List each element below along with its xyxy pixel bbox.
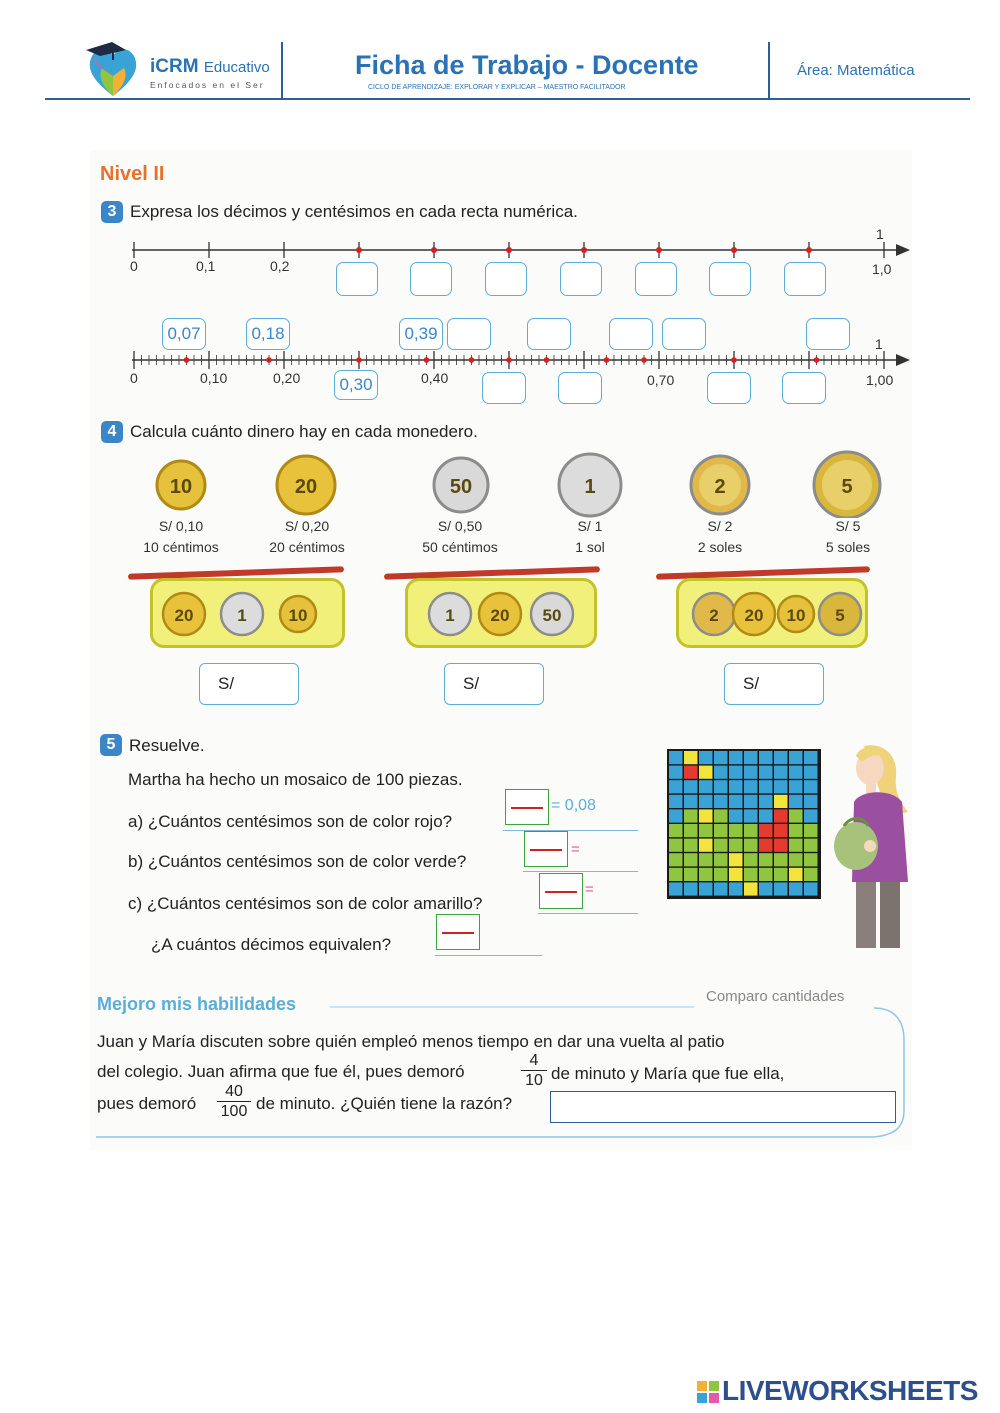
coin-5-icon bbox=[814, 452, 880, 518]
answer-line bbox=[523, 871, 638, 872]
point-marker bbox=[506, 357, 512, 363]
coin-label bbox=[252, 516, 362, 558]
problem-line: del colegio. Juan afirma que fue él, pues demoró bbox=[97, 1062, 465, 1081]
school-logo bbox=[82, 40, 144, 98]
coin-name: 5 soles bbox=[825, 539, 871, 555]
mosaic-tile bbox=[789, 766, 803, 779]
logo-tagline: Enfocados en el Ser bbox=[150, 80, 265, 90]
coin-10-icon bbox=[280, 596, 316, 632]
coin-text: 1 bbox=[237, 606, 247, 625]
purse-coins bbox=[150, 578, 870, 648]
mosaic-tile bbox=[729, 795, 743, 808]
question-5b: b) ¿Cuántos centésimos son de color verde? bbox=[128, 852, 467, 871]
coin-2-icon bbox=[691, 456, 749, 514]
mosaic-tile bbox=[714, 839, 728, 852]
coin-label bbox=[126, 516, 236, 558]
coin-label bbox=[535, 516, 645, 558]
purse-1-answer[interactable] bbox=[199, 663, 299, 705]
mosaic-tile bbox=[744, 882, 758, 895]
purse-2-answer[interactable] bbox=[444, 663, 544, 705]
point-marker bbox=[544, 357, 550, 363]
mosaic-tile bbox=[729, 780, 743, 793]
mosaic-tile bbox=[729, 882, 743, 895]
tick-label: 0,10 bbox=[200, 370, 228, 386]
equals-sign: = bbox=[585, 881, 594, 898]
point-marker bbox=[581, 247, 587, 253]
answer-line bbox=[538, 913, 638, 914]
header-divider bbox=[768, 42, 770, 100]
currency-prefix: S/ bbox=[218, 674, 235, 693]
mosaic-tile bbox=[699, 795, 713, 808]
mosaic-tile bbox=[789, 882, 803, 895]
tick-label: 1,0 bbox=[872, 261, 892, 277]
question-3-text: Expresa los décimos y centésimos en cada recta numérica. bbox=[130, 202, 578, 221]
point-marker bbox=[266, 357, 272, 363]
mosaic-tile bbox=[684, 853, 698, 866]
mosaic-tile bbox=[774, 766, 788, 779]
question-4-text: Calcula cuánto dinero hay en cada monedero. bbox=[130, 422, 478, 441]
equals-sign: = bbox=[571, 841, 580, 858]
mosaic-tile bbox=[804, 766, 818, 779]
mosaic-tile bbox=[714, 824, 728, 837]
currency-prefix: S/ bbox=[463, 674, 480, 693]
coin-10-icon bbox=[157, 461, 205, 509]
coin-2-icon bbox=[693, 593, 735, 635]
mosaic-tile bbox=[789, 853, 803, 866]
mosaic-tile bbox=[669, 839, 683, 852]
mosaic-tile bbox=[774, 839, 788, 852]
mosaic-tile bbox=[714, 868, 728, 881]
logo-brand-edu: Educativo bbox=[203, 59, 270, 76]
answer-input[interactable] bbox=[550, 1091, 896, 1123]
mosaic-tile bbox=[684, 809, 698, 822]
tick-label: 0,20 bbox=[273, 370, 301, 386]
coin-label bbox=[665, 516, 775, 558]
question-5d: ¿A cuántos décimos equivalen? bbox=[151, 935, 392, 954]
mosaic-tile bbox=[759, 839, 773, 852]
mosaic-tile bbox=[744, 839, 758, 852]
coin-5-icon bbox=[819, 593, 861, 635]
mosaic-tile bbox=[759, 795, 773, 808]
mosaic-tile bbox=[789, 824, 803, 837]
coin-label bbox=[405, 516, 515, 558]
mosaic-tile bbox=[684, 882, 698, 895]
answer-box[interactable] bbox=[558, 372, 602, 404]
mosaic-tile bbox=[804, 751, 818, 764]
coin-50-icon bbox=[531, 593, 573, 635]
point-marker bbox=[656, 247, 662, 253]
fraction-numerator: 4 bbox=[521, 1052, 547, 1071]
mosaic-tile bbox=[744, 780, 758, 793]
coin-text: 5 bbox=[841, 476, 853, 498]
mosaic-tile bbox=[684, 766, 698, 779]
coin-20-icon bbox=[479, 593, 521, 635]
coin-10-icon bbox=[778, 596, 814, 632]
fraction-40-100 bbox=[217, 1083, 251, 1121]
coin-1-icon bbox=[429, 593, 471, 635]
mosaic-tile bbox=[669, 751, 683, 764]
mosaic-tile bbox=[774, 795, 788, 808]
mosaic-tile bbox=[789, 839, 803, 852]
mosaic-tile bbox=[774, 882, 788, 895]
problem-line: Juan y María discuten sobre quién empleó menos tiempo en dar una vuelta al patio bbox=[97, 1032, 725, 1051]
fraction-input[interactable] bbox=[524, 831, 568, 867]
mosaic-tile bbox=[744, 795, 758, 808]
page-title: Ficha de Trabajo - Docente bbox=[355, 50, 699, 80]
coin-text: 10 bbox=[288, 606, 308, 625]
mosaic-tile bbox=[729, 766, 743, 779]
coin-label bbox=[793, 516, 903, 558]
mosaic-tile bbox=[699, 780, 713, 793]
logo-brand-name: iCRM bbox=[150, 56, 199, 77]
mosaic-tile bbox=[669, 824, 683, 837]
coin-value: S/ 2 bbox=[707, 518, 733, 534]
answer-box[interactable] bbox=[336, 262, 378, 296]
mosaic-tile bbox=[744, 751, 758, 764]
mosaic-tile bbox=[789, 795, 803, 808]
mosaic-tile bbox=[669, 868, 683, 881]
given-value-box: 0,18 bbox=[246, 318, 290, 350]
answer-line bbox=[435, 955, 542, 956]
mosaic-tile bbox=[684, 780, 698, 793]
mosaic-tile bbox=[714, 809, 728, 822]
answer-box[interactable] bbox=[709, 262, 751, 296]
mosaic-tile bbox=[714, 882, 728, 895]
mosaic-tile bbox=[759, 853, 773, 866]
answer-box[interactable] bbox=[527, 318, 571, 350]
purse-3-answer[interactable] bbox=[724, 663, 824, 705]
mosaic-tile bbox=[699, 868, 713, 881]
tick-label: 1 bbox=[876, 226, 884, 242]
question-number: 3 bbox=[101, 201, 123, 223]
mosaic-tile bbox=[804, 868, 818, 881]
answer-box[interactable] bbox=[635, 262, 677, 296]
coin-20-icon bbox=[733, 593, 775, 635]
fraction-4-10 bbox=[521, 1052, 547, 1090]
coin-name: 10 céntimos bbox=[143, 539, 219, 555]
tick-label: 0 bbox=[130, 258, 138, 274]
point-marker bbox=[506, 247, 512, 253]
mosaic-tile bbox=[759, 780, 773, 793]
point-marker bbox=[184, 357, 190, 363]
coin-text: 1 bbox=[445, 606, 455, 625]
mosaic-tile bbox=[729, 751, 743, 764]
coin-1-icon bbox=[221, 593, 263, 635]
mosaic-tile bbox=[699, 766, 713, 779]
mosaic-tile bbox=[759, 882, 773, 895]
mosaic-tile bbox=[669, 882, 683, 895]
problem-line: de minuto. ¿Quién tiene la razón? bbox=[256, 1094, 513, 1113]
arrow-head bbox=[896, 354, 910, 366]
mosaic-tile bbox=[774, 751, 788, 764]
point-marker bbox=[806, 247, 812, 253]
mosaic-tile bbox=[729, 824, 743, 837]
mosaic-tile bbox=[714, 780, 728, 793]
subject-area: Área: Matemática bbox=[797, 62, 915, 79]
answer-box[interactable] bbox=[707, 372, 751, 404]
mosaic-tile bbox=[744, 853, 758, 866]
fraction-denominator: 10 bbox=[525, 1072, 543, 1089]
point-marker bbox=[731, 357, 737, 363]
mosaic-tile bbox=[684, 868, 698, 881]
mosaic-tile bbox=[669, 780, 683, 793]
coin-text: 2 bbox=[709, 606, 719, 625]
mosaic-tile bbox=[729, 809, 743, 822]
mosaic-tile bbox=[774, 809, 788, 822]
currency-prefix: S/ bbox=[743, 674, 760, 693]
point-marker bbox=[469, 357, 475, 363]
coin-1-icon bbox=[559, 454, 621, 516]
given-value-box: 0,30 bbox=[334, 370, 378, 400]
mosaic-tile bbox=[699, 824, 713, 837]
answer-box[interactable] bbox=[784, 262, 826, 296]
mosaic-tile bbox=[699, 751, 713, 764]
answer-box[interactable] bbox=[782, 372, 826, 404]
coin-text: 50 bbox=[542, 606, 562, 625]
problem-line: pues demoró bbox=[97, 1094, 197, 1113]
mosaic-tile bbox=[699, 853, 713, 866]
arrow-head bbox=[896, 244, 910, 256]
mosaic-tile bbox=[804, 780, 818, 793]
mosaic-tile bbox=[684, 839, 698, 852]
mosaic-tile bbox=[744, 868, 758, 881]
mosaic-tile bbox=[774, 853, 788, 866]
point-marker bbox=[641, 357, 647, 363]
logo-brand bbox=[150, 56, 270, 78]
mosaic-tile bbox=[699, 809, 713, 822]
coin-20-icon bbox=[163, 593, 205, 635]
question-5-title: Resuelve. bbox=[129, 736, 205, 755]
mosaic-tile bbox=[729, 839, 743, 852]
mosaic-tile bbox=[774, 824, 788, 837]
mosaic-tile bbox=[744, 766, 758, 779]
coin-text: 50 bbox=[449, 476, 473, 498]
mosaic-tile bbox=[699, 882, 713, 895]
point-marker bbox=[814, 357, 820, 363]
fraction-input[interactable] bbox=[505, 789, 549, 825]
point-marker bbox=[424, 357, 430, 363]
tick-label: 1 bbox=[875, 336, 883, 352]
mosaic-tile bbox=[744, 809, 758, 822]
point-marker bbox=[731, 247, 737, 253]
coin-value: S/ 5 bbox=[835, 518, 861, 534]
answer-box[interactable] bbox=[410, 262, 452, 296]
mosaic-tile bbox=[804, 795, 818, 808]
section-title: Mejoro mis habilidades bbox=[97, 994, 297, 1014]
page-subtitle: CICLO DE APRENDIZAJE: EXPLORAR Y EXPLICAR – MAESTRO FACILITADOR bbox=[368, 84, 626, 91]
point-marker bbox=[356, 247, 362, 253]
mosaic-tile bbox=[684, 795, 698, 808]
coin-text: 10 bbox=[169, 476, 193, 498]
mosaic-tile bbox=[804, 824, 818, 837]
mosaic-grid bbox=[667, 749, 821, 899]
mosaic-tile bbox=[759, 766, 773, 779]
coin-text: 10 bbox=[786, 606, 806, 625]
coin-value: S/ 0,10 bbox=[158, 518, 204, 534]
mosaic-tile bbox=[714, 853, 728, 866]
point-marker bbox=[356, 357, 362, 363]
coin-value: S/ 1 bbox=[577, 518, 603, 534]
mosaic-tile bbox=[759, 868, 773, 881]
mosaic-tile bbox=[699, 839, 713, 852]
coin-text: 20 bbox=[490, 606, 510, 625]
given-value-box: 0,07 bbox=[162, 318, 206, 350]
mosaic-tile bbox=[774, 868, 788, 881]
mosaic-tile bbox=[669, 809, 683, 822]
answer-box[interactable] bbox=[806, 318, 850, 350]
number-lines bbox=[120, 232, 920, 392]
answer-a-value: = 0,08 bbox=[551, 797, 596, 814]
mosaic-tile bbox=[789, 868, 803, 881]
fraction-input[interactable] bbox=[539, 873, 583, 909]
mosaic-tile bbox=[729, 853, 743, 866]
coin-text: 2 bbox=[714, 476, 726, 498]
mosaic-tile bbox=[789, 809, 803, 822]
mosaic-tile bbox=[714, 766, 728, 779]
mosaic-tile bbox=[774, 780, 788, 793]
coin-text: 5 bbox=[835, 606, 845, 625]
mosaic-tile bbox=[684, 751, 698, 764]
point-marker bbox=[431, 247, 437, 253]
answer-box[interactable] bbox=[482, 372, 526, 404]
tick-label: 0,2 bbox=[270, 258, 290, 274]
mosaic-tile bbox=[789, 751, 803, 764]
question-5a: a) ¿Cuántos centésimos son de color rojo? bbox=[128, 812, 453, 831]
header-divider bbox=[281, 42, 283, 100]
coin-name: 20 céntimos bbox=[269, 539, 345, 555]
mosaic-tile bbox=[804, 809, 818, 822]
given-value-box: 0,39 bbox=[399, 318, 443, 350]
question-5-intro: Martha ha hecho un mosaico de 100 piezas. bbox=[128, 770, 463, 789]
coin-50-icon bbox=[434, 458, 488, 512]
mosaic-tile bbox=[714, 795, 728, 808]
mosaic-tile bbox=[669, 795, 683, 808]
tick-label: 0,1 bbox=[196, 258, 216, 274]
question-5c: c) ¿Cuántos centésimos son de color amarillo? bbox=[128, 894, 483, 913]
mosaic-tile bbox=[804, 853, 818, 866]
header-rule bbox=[45, 98, 970, 100]
section-tag: Comparo cantidades bbox=[706, 988, 845, 1005]
mosaic-tile bbox=[804, 839, 818, 852]
girl-illustration bbox=[830, 742, 914, 952]
mosaic-tile bbox=[729, 868, 743, 881]
liveworksheets-logo-icon bbox=[697, 1381, 719, 1403]
answer-box[interactable] bbox=[485, 262, 527, 296]
coin-name: 2 soles bbox=[697, 539, 743, 555]
fraction-input[interactable] bbox=[436, 914, 480, 950]
problem-line: de minuto y María que fue ella, bbox=[551, 1064, 785, 1083]
level-title: Nivel II bbox=[100, 163, 165, 185]
coin-text: 20 bbox=[744, 606, 764, 625]
mosaic-tile bbox=[759, 751, 773, 764]
point-marker bbox=[604, 357, 610, 363]
mosaic-tile bbox=[669, 853, 683, 866]
mosaic-tile bbox=[714, 751, 728, 764]
question-number: 5 bbox=[100, 734, 122, 756]
coin-name: 50 céntimos bbox=[422, 539, 498, 555]
mosaic-tile bbox=[669, 766, 683, 779]
fraction-denominator: 100 bbox=[220, 1103, 248, 1120]
mosaic-tile bbox=[759, 809, 773, 822]
tick-label: 0,70 bbox=[647, 372, 675, 388]
coin-text: 1 bbox=[584, 476, 596, 498]
coin-value: S/ 0,20 bbox=[284, 518, 330, 534]
coin-name: 1 sol bbox=[575, 539, 605, 555]
mosaic-tile bbox=[759, 824, 773, 837]
coin-text: 20 bbox=[174, 606, 194, 625]
answer-box[interactable] bbox=[560, 262, 602, 296]
answer-box[interactable] bbox=[609, 318, 653, 350]
tick-label: 0,40 bbox=[421, 370, 449, 386]
question-number: 4 bbox=[101, 421, 123, 443]
coin-20-icon bbox=[277, 456, 335, 514]
tick-label: 0 bbox=[130, 370, 138, 386]
coin-value: S/ 0,50 bbox=[437, 518, 483, 534]
mosaic-tile bbox=[789, 780, 803, 793]
coin-row bbox=[150, 448, 890, 518]
answer-box[interactable] bbox=[662, 318, 706, 350]
mosaic-tile bbox=[684, 824, 698, 837]
mosaic-tile bbox=[804, 882, 818, 895]
footer-brand: LIVEWORKSHEETS bbox=[722, 1375, 978, 1406]
coin-text: 20 bbox=[294, 476, 318, 498]
fraction-numerator: 40 bbox=[217, 1083, 251, 1102]
answer-box[interactable] bbox=[447, 318, 491, 350]
mosaic-tile bbox=[744, 824, 758, 837]
tick-label: 1,00 bbox=[866, 372, 894, 388]
